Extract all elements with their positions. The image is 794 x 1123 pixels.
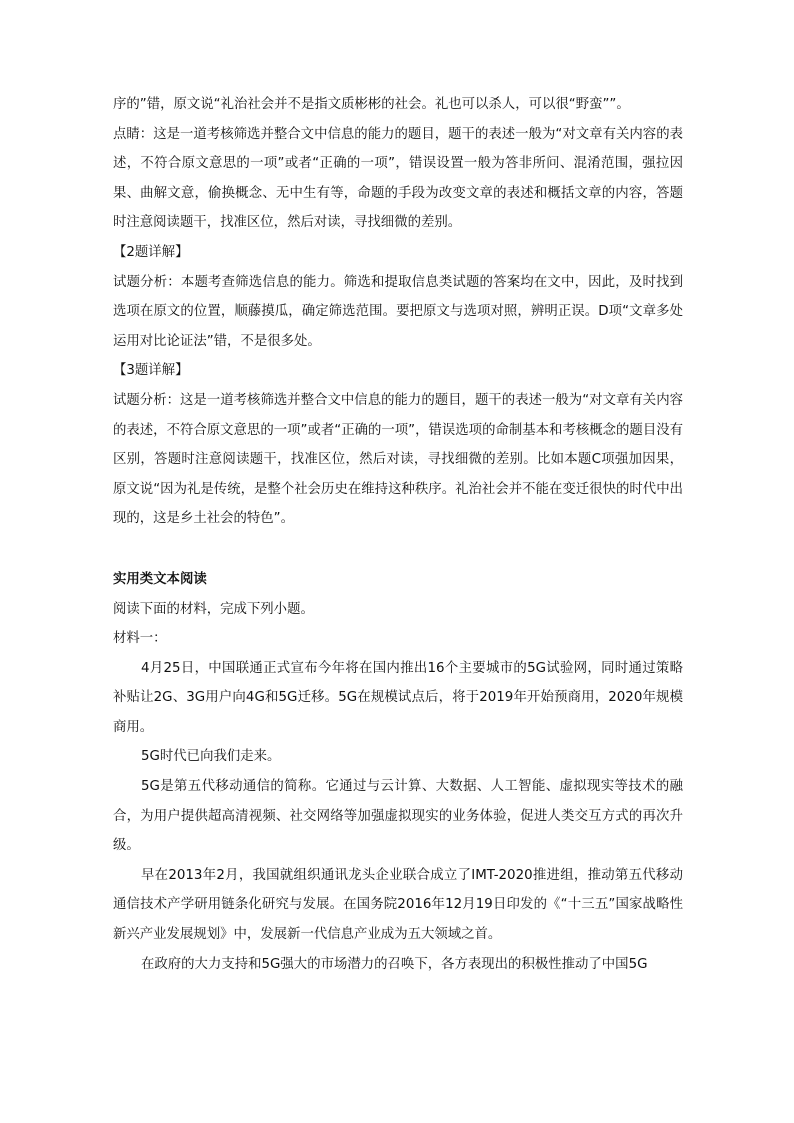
analysis-continuation: 序的”错，原文说“礼治社会并不是指文质彬彬的社会。礼也可以杀人，可以很“野蛮””。 bbox=[113, 97, 630, 112]
question-3-analysis: 试题分析：这是一道考核筛选并整合文中信息的能力的题目，题干的表述一般为“对文章有关内容的表述，不符合原文意思的一项”或者“正确的一项”，错误选项的命制基本和考核概念的题目没有区别，答题时注意阅读题干，找准区位，然后对读，寻找细微的差别。比如本题C项强加因果，原文说“因为礼是传统，是整个社会历史在维持这种秩序。礼治社会并不能在变迁很快的时代中出现的，这是乡土社会的特色”。 bbox=[113, 392, 683, 527]
question-3-heading: 【3题详解】 bbox=[113, 363, 189, 379]
question-2-analysis: 试题分析：本题考查筛选信息的能力。筛选和提取信息类试题的答案均在文中，因此，及时找到选项在原文的位置，顺藤摸瓜，确定筛选范围。要把原文与选项对照，辨明正误。D项“文章多处运用对比论证法”错，不是很多处。 bbox=[113, 274, 683, 349]
analysis-key-point: 点睛：这是一道考核筛选并整合文中信息的能力的题目，题干的表述一般为“对文章有关内容的表述，不符合原文意思的一项”或者“正确的一项”，错误设置一般为答非所问、混淆范围，强拉因果、曲解文意，偷换概念、无中生有等，命题的手段为改变文章的表述和概括文章的内容，答题时注意阅读题干，找准区位，然后对读，寻找细微的差别。 bbox=[113, 126, 683, 231]
material-paragraph: 在政府的大力支持和5G强大的市场潜力的召唤下，各方表现出的积极性推动了中国5G bbox=[141, 956, 648, 972]
material-paragraph: 早在2013年2月，我国就组织通讯龙头企业联合成立了IMT-2020推进组，推动第五代移动通信技术产学研用链条化研究与发展。在国务院2016年12月19日印发的《“十三五”国家战略性新兴产业发展规划》中，发展新一代信息产业成为五大领域之首。 bbox=[113, 867, 683, 943]
section-title: 实用类文本阅读 bbox=[113, 571, 207, 587]
material-label: 材料一： bbox=[113, 631, 167, 647]
document-page bbox=[113, 90, 683, 979]
material-paragraph: 4月25日，中国联通正式宣布今年将在国内推出16个主要城市的5G试验网，同时通过策略补贴让2G、3G用户向4G和5G迁移。5G在规模试点后，将于2019年开始预商用，2020年规模商用。 bbox=[113, 660, 683, 735]
material-paragraph: 5G时代已向我们走来。 bbox=[141, 749, 281, 765]
section-instruction: 阅读下面的材料，完成下列小题。 bbox=[113, 601, 314, 617]
material-paragraph: 5G是第五代移动通信的简称。它通过与云计算、大数据、人工智能、虚拟现实等技术的融合，为用户提供超高清视频、社交网络等加强虚拟现实的业务体验，促进人类交互方式的再次升级。 bbox=[113, 779, 683, 854]
section-gap bbox=[113, 534, 683, 565]
question-2-heading: 【2题详解】 bbox=[113, 244, 189, 260]
